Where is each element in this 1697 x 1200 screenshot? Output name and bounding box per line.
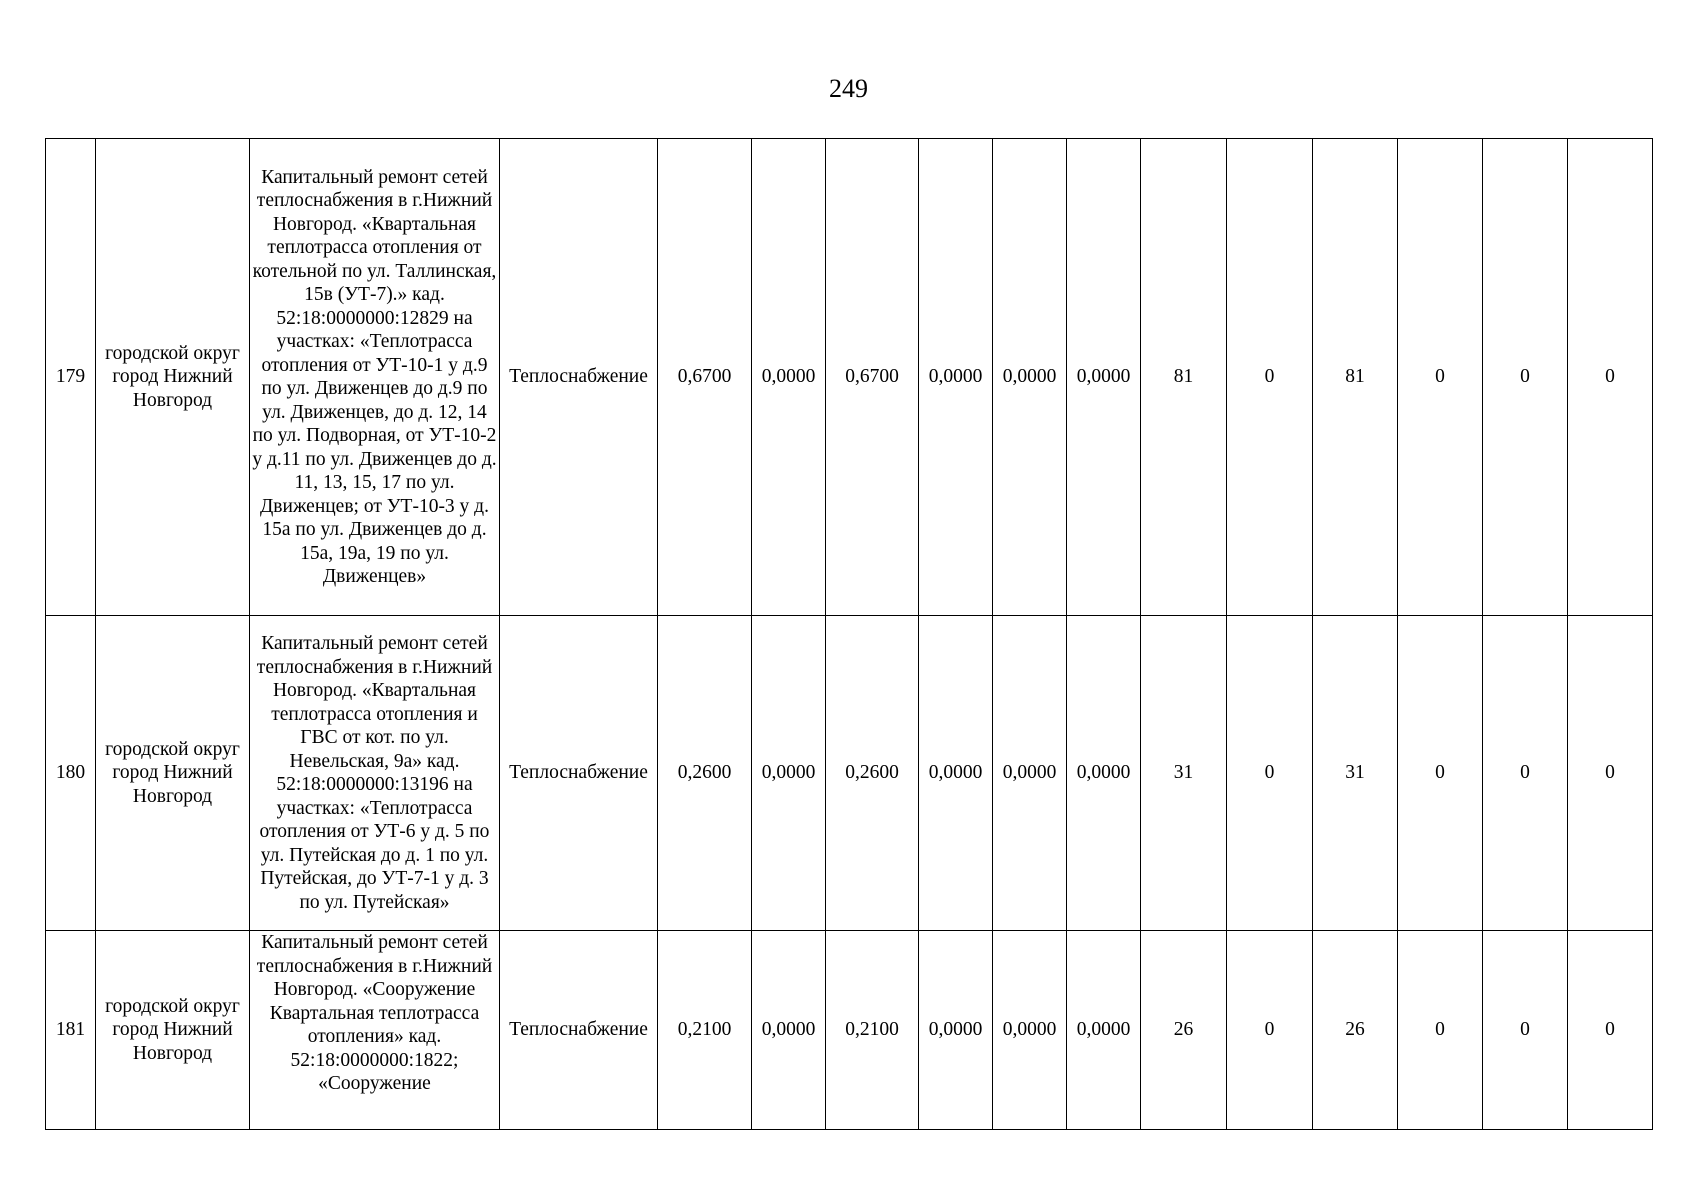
value-cell: 0 <box>1568 931 1653 1130</box>
municipality-cell: городской округ город Нижний Новгород <box>96 616 250 931</box>
value-cell: 26 <box>1141 931 1227 1130</box>
table-row <box>46 931 1653 1130</box>
value-cell: 0,2600 <box>826 616 919 931</box>
value-cell: 0,0000 <box>752 616 826 931</box>
row-number-cell: 180 <box>46 616 96 931</box>
type-cell: Теплоснабжение <box>500 931 658 1130</box>
value-cell: 0 <box>1483 931 1568 1130</box>
table-row <box>46 616 1653 931</box>
value-cell: 0 <box>1483 139 1568 616</box>
value-cell: 0 <box>1398 931 1483 1130</box>
value-cell: 0,0000 <box>993 616 1067 931</box>
type-cell: Теплоснабжение <box>500 616 658 931</box>
value-cell: 0 <box>1568 139 1653 616</box>
value-cell: 0,0000 <box>919 139 993 616</box>
value-cell: 0,0000 <box>919 616 993 931</box>
row-number-cell: 179 <box>46 139 96 616</box>
value-cell: 0,6700 <box>826 139 919 616</box>
description-cell: Капитальный ремонт сетей теплоснабжения в г.Нижний Новгород. «Квартальная теплотрасса отопления от котельной по ул. Таллинская, 15в (УТ-7).» кад. 52:18:0000000:12829 на участках: «Теплотрасса отопления от УТ-10-1 у д.9 по ул. Движенцев до д.9 по ул. Движенцев, до д. 12, 14 по ул. Подворная, от УТ-10-2 у д.11 по ул. Движенцев до д. 11, 13, 15, 17 по ул. Движенцев; от УТ-10-3 у д. 15а по ул. Движенцев до д. 15а, 19а, 19 по ул. Движенцев» <box>250 139 500 616</box>
value-cell: 0,2600 <box>658 616 752 931</box>
description-cell: Капитальный ремонт сетей теплоснабжения в г.Нижний Новгород. «Квартальная теплотрасса отопления и ГВС от кот. по ул. Невельская, 9а» кад. 52:18:0000000:13196 на участках: «Теплотрасса отопления от УТ-6 у д. 5 по ул. Путейская до д. 1 по ул. Путейская, до УТ-7-1 у д. 3 по ул. Путейская» <box>250 616 500 931</box>
description-cell: Капитальный ремонт сетей теплоснабжения в г.Нижний Новгород. «Сооружение Квартальная теплотрасса отопления» кад. 52:18:0000000:1822; «Сооружение <box>250 931 500 1130</box>
table-row <box>46 139 1653 616</box>
page-number: 249 <box>829 74 868 103</box>
value-cell: 0,0000 <box>993 139 1067 616</box>
value-cell: 0,2100 <box>826 931 919 1130</box>
value-cell: 0,0000 <box>752 931 826 1130</box>
value-cell: 0,0000 <box>1067 139 1141 616</box>
value-cell: 81 <box>1313 139 1398 616</box>
value-cell: 0,0000 <box>1067 616 1141 931</box>
value-cell: 0 <box>1227 139 1313 616</box>
type-cell: Теплоснабжение <box>500 139 658 616</box>
value-cell: 0 <box>1483 616 1568 931</box>
data-table <box>45 138 1653 1130</box>
value-cell: 0,0000 <box>993 931 1067 1130</box>
municipality-cell: городской округ город Нижний Новгород <box>96 931 250 1130</box>
value-cell: 31 <box>1313 616 1398 931</box>
value-cell: 0 <box>1398 139 1483 616</box>
value-cell: 0,0000 <box>752 139 826 616</box>
value-cell: 0,0000 <box>1067 931 1141 1130</box>
value-cell: 81 <box>1141 139 1227 616</box>
value-cell: 0,6700 <box>658 139 752 616</box>
value-cell: 0,2100 <box>658 931 752 1130</box>
value-cell: 0 <box>1398 616 1483 931</box>
row-number-cell: 181 <box>46 931 96 1130</box>
value-cell: 26 <box>1313 931 1398 1130</box>
value-cell: 0 <box>1227 931 1313 1130</box>
value-cell: 31 <box>1141 616 1227 931</box>
value-cell: 0 <box>1568 616 1653 931</box>
value-cell: 0 <box>1227 616 1313 931</box>
municipality-cell: городской округ город Нижний Новгород <box>96 139 250 616</box>
value-cell: 0,0000 <box>919 931 993 1130</box>
